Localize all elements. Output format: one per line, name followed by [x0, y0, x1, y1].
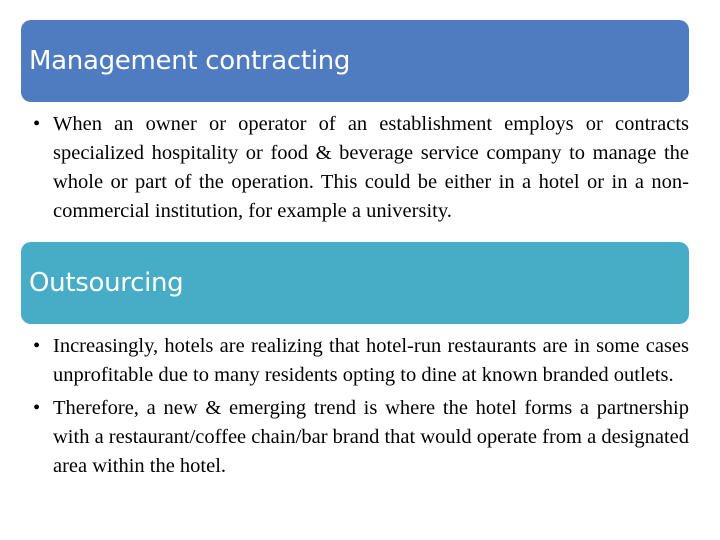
bullet-marker: •	[33, 397, 41, 419]
bullet-item	[21, 332, 689, 390]
bullet-marker: •	[33, 113, 41, 135]
bullet-text: When an owner or operator of an establishment employs or contracts specialized hospitality or food & beverage service company to manage the whole or part of the operation. This could be either in a hotel or in a non-commercial institution, for example a university.	[53, 113, 689, 222]
section-title: Management contracting	[29, 46, 351, 76]
bullet-item	[21, 110, 689, 226]
bullet-text: Therefore, a new & emerging trend is where the hotel forms a partnership with a restaurant/coffee chain/bar brand that would operate from a designated area within the hotel.	[53, 397, 689, 477]
outsourcing-header	[21, 242, 689, 324]
section-title: Outsourcing	[29, 268, 184, 298]
management-section-body	[21, 110, 689, 242]
bullet-marker: •	[33, 335, 41, 357]
bullet-text: Increasingly, hotels are realizing that hotel-run restaurants are in some cases unprofitable due to many residents opting to dine at known branded outlets.	[53, 335, 689, 386]
management-contracting-header	[21, 20, 689, 102]
outsourcing-bullet-list	[21, 332, 689, 481]
management-bullet-list	[21, 110, 689, 226]
bullet-item	[21, 394, 689, 481]
outsourcing-section-body	[21, 332, 689, 512]
